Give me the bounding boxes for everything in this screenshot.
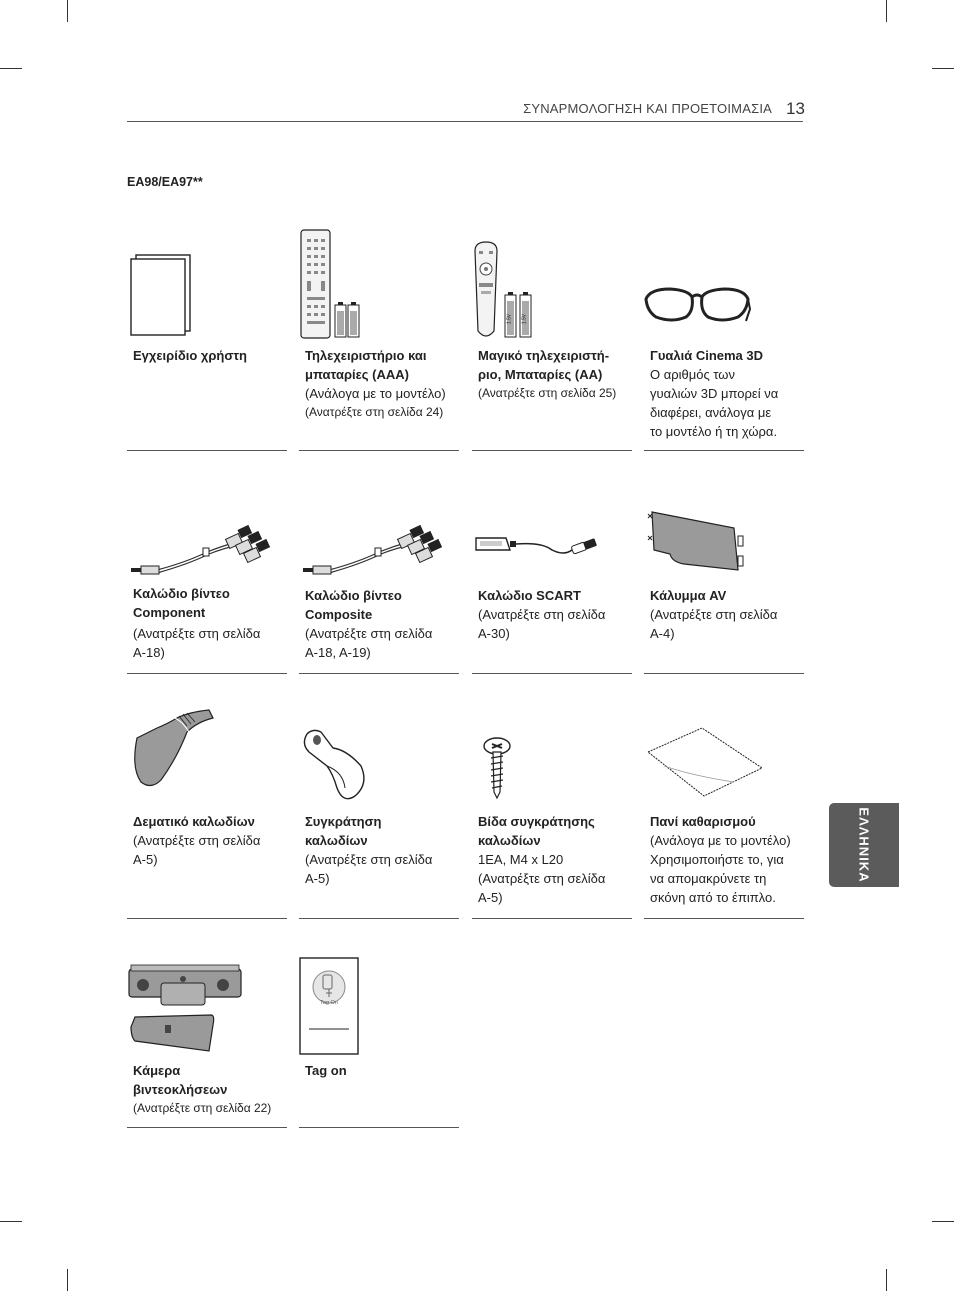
screw-image [472,736,632,802]
item-title: Καλώδιο βίντεο [133,586,230,601]
item-title: Κάμερα [133,1063,181,1078]
item-divider [299,918,459,919]
language-tab-label: ΕΛΛΗΝΙΚΑ [856,807,872,883]
item-title-cont: βιντεοκλήσεων [133,1082,228,1097]
item-divider [127,673,287,674]
item-page-ref: (Ανατρέξτε στη σελίδα [133,833,261,848]
item-title: Βίδα συγκράτησης [478,814,595,829]
item-title: Εγχειρίδιο χρήστη [133,348,247,363]
item-page-ref: (Ανατρέξτε στη σελίδα [305,852,433,867]
item-page-ref: (Ανατρέξτε στη σελίδα [133,626,261,641]
item-note: Ο αριθμός των [650,367,735,382]
item-page-ref-cont: A-5) [133,852,158,867]
item-divider [472,450,632,451]
item-note: διαφέρει, ανάλογα με [650,405,772,420]
item-note: να απομακρύνετε τη [650,871,767,886]
item-title-cont: καλωδίων [305,833,368,848]
item-title: Κάλυμμα AV [650,588,727,603]
crop-mark [886,0,887,22]
item-note: (Ανάλογα με το μοντέλο) [650,833,791,848]
crop-mark [932,68,954,69]
tag-on-image [299,957,459,1057]
item-title: Καλώδιο βίντεο [305,588,402,603]
item-divider [644,673,804,674]
item-title-cont: Component [133,605,206,620]
item-title-cont: ριο, Μπαταρίες (AA) [478,367,603,382]
crop-mark [67,0,68,22]
header-rule [127,121,803,122]
item-page-ref: (Ανατρέξτε στη σελίδα 24) [305,405,444,419]
item-page-ref: (Ανατρέξτε στη σελίδα [650,607,778,622]
item-note: γυαλιών 3D μπορεί να [650,386,779,401]
item-note: Χρησιμοποιήστε το, για [650,852,784,867]
item-title: Μαγικό τηλεχειριστή- [478,348,610,363]
item-title-cont: καλωδίων [478,833,541,848]
item-page-ref-cont: A-4) [650,626,675,641]
item-divider [127,918,287,919]
camera-image [127,963,287,1053]
language-tab [829,803,899,887]
battery-voltage-label: 1.5V [521,313,528,325]
item-page-ref-cont: A-5) [478,890,503,905]
magic-remote-image [472,239,632,343]
composite-cable-image [299,522,459,582]
item-page-ref: (Ανατρέξτε στη σελίδα 22) [133,1101,272,1115]
item-note: το μοντέλο ή τη χώρα. [650,424,778,439]
item-divider [127,450,287,451]
crop-mark [0,68,22,69]
item-divider [644,450,804,451]
crop-mark [886,1269,887,1291]
item-page-ref: (Ανατρέξτε στη σελίδα [478,871,606,886]
item-page-ref: (Ανατρέξτε στη σελίδα [305,626,433,641]
item-title-cont: μπαταρίες (AAA) [305,367,409,382]
page-number: 13 [786,99,805,118]
item-page-ref: (Ανατρέξτε στη σελίδα [478,607,606,622]
item-divider [299,673,459,674]
item-note: σκόνη από το έπιπλο. [650,890,776,905]
cable-tie-image [299,726,459,802]
item-divider [644,918,804,919]
cable-holder-image [127,708,287,790]
item-divider [472,918,632,919]
item-divider [472,673,632,674]
component-cable-image [127,522,287,582]
crop-mark [932,1221,954,1222]
crop-mark [67,1269,68,1291]
item-title: Τηλεχειριστήριο και [305,348,427,363]
cleaning-cloth-image [644,726,804,798]
item-title: Πανί καθαρισμού [650,814,756,829]
model-heading: EA98/EA97** [127,175,203,189]
item-title: Γυαλιά Cinema 3D [650,348,764,363]
item-title: Δεματικό καλωδίων [133,814,255,829]
manual-image [127,251,287,341]
item-note: (Ανάλογα με το μοντέλο) [305,386,446,401]
item-title: Συγκράτηση [305,814,382,829]
item-title-cont: Composite [305,607,373,622]
item-page-ref: (Ανατρέξτε στη σελίδα 25) [478,386,617,400]
item-page-ref-cont: A-5) [305,871,330,886]
remote-image [299,227,459,342]
section-title: ΣΥΝΑΡΜΟΛΟΓΗΣΗ ΚΑΙ ΠΡΟΕΤΟΙΜΑΣΙΑ [523,101,772,116]
item-divider [299,1127,459,1128]
item-divider [127,1127,287,1128]
tag-on-label: Tag On [320,1000,338,1006]
battery-voltage-label: 1.5V [506,313,513,325]
crop-mark [0,1221,22,1222]
glasses-image [644,281,804,331]
item-title: Tag on [305,1063,347,1078]
scart-cable-image [472,528,632,568]
item-page-ref-cont: A-30) [478,626,510,641]
item-divider [299,450,459,451]
item-title: Καλώδιο SCART [478,588,581,603]
item-spec: 1EA, M4 x L20 [478,852,564,867]
item-page-ref-cont: A-18) [133,645,165,660]
item-page-ref-cont: A-18, A-19) [305,645,371,660]
av-cover-image [644,508,804,578]
